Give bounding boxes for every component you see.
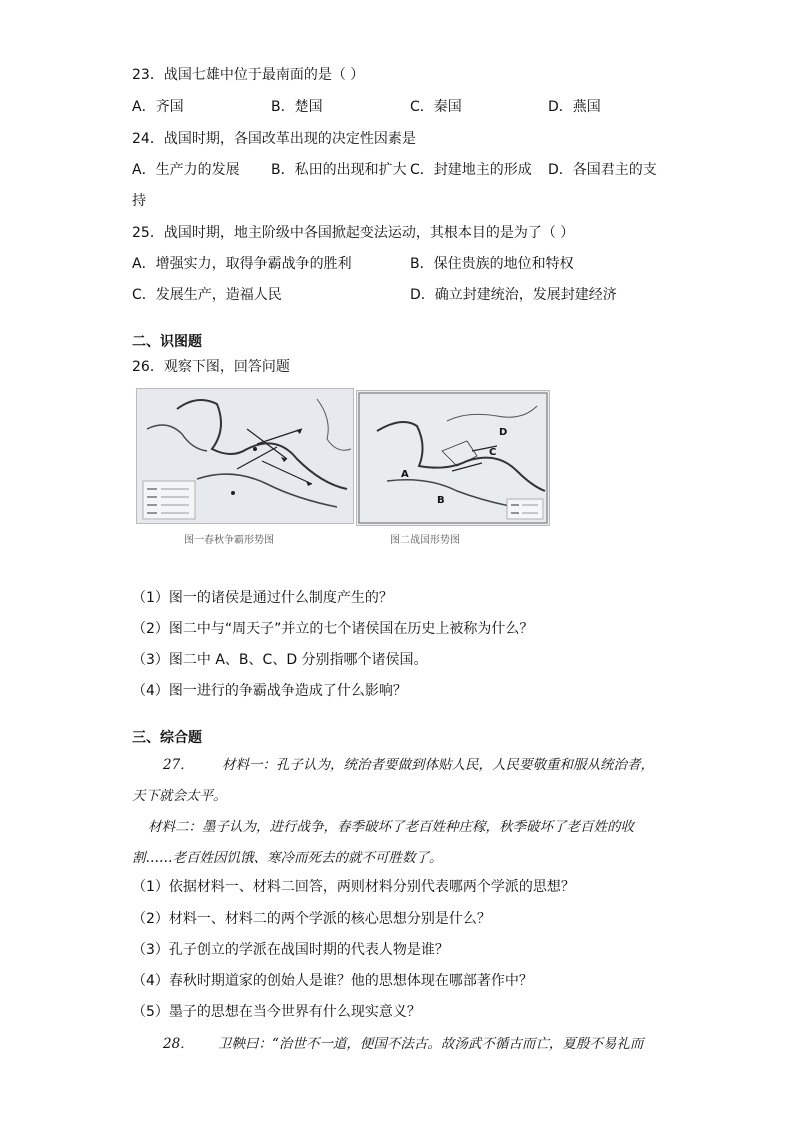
map-warring-states [356,390,550,526]
q24-option-d: D．各国君主的支 [548,162,657,178]
map1-caption: 图一春秋争霸形势图 [184,535,274,546]
q27-subquestion-4: （4）春秋时期道家的创始人是谁？他的思想体现在哪部著作中？ [132,973,533,989]
q24-option-a: A．生产力的发展 [132,162,240,178]
map2-label-d: D [499,427,508,438]
q25-option-a: A．增强实力，取得争霸战争的胜利 [132,256,352,272]
q27-number: 27． [163,757,194,773]
q26-subquestion-1: （1）图一的诸侯是通过什么制度产生的？ [132,590,393,606]
map2-label-a: A [401,469,409,480]
q27-subquestion-2: （2）材料一、材料二的两个学派的核心思想分别是什么？ [132,911,491,927]
q27-material2-line2: 割……老百姓因饥饿、寒冷而死去的就不可胜数了。 [132,850,443,866]
q25-option-c: C．发展生产，造福人民 [132,287,282,303]
q27-subquestion-3: （3）孔子创立的学派在战国时期的代表人物是谁？ [132,942,449,958]
q27-subquestion-5: （5）墨子的思想在当今世界有什么现实意义？ [132,1004,421,1020]
q27-material1-line2: 天下就会太平。 [132,788,227,804]
q25-option-b: B．保住贵族的地位和特权 [410,256,574,272]
map-spring-autumn-hegemony [136,388,354,524]
q23-option-d: D．燕国 [548,99,601,115]
map2-caption: 图二战国形势图 [390,535,460,546]
q24-option-b: B．私田的出现和扩大 [271,162,407,178]
q23-option-b: B．楚国 [271,99,323,115]
section-title-map-questions: 二、识图题 [132,334,202,350]
q24-option-c: C．封建地主的形成 [410,162,532,178]
q27-material2-line1: 材料二：墨子认为，进行战争，春季破坏了老百姓种庄稼，秋季破坏了老百姓的收 [148,819,634,835]
q27-subquestion-1: （1）依据材料一、材料二回答，两则材料分别代表哪两个学派的思想？ [132,879,575,895]
q23-option-a: A．齐国 [132,99,184,115]
q24-option-d-continuation: 持 [132,193,146,209]
q28-text: 卫鞅曰：“治世不一道，便国不法古。故汤武不循古而亡，夏殷不易礼而 [218,1036,644,1052]
section-title-comprehensive: 三、综合题 [132,730,202,746]
q24-stem: 24．战国时期，各国改革出现的决定性因素是 [132,131,416,147]
q26-stem: 26．观察下图，回答问题 [132,359,290,375]
q25-option-d: D．确立封建统治，发展封建经济 [410,287,617,303]
q27-material1-line1: 材料一：孔子认为，统治者要做到体贴人民，人民要敬重和服从统治者， [222,757,654,773]
q23-stem: 23．战国七雄中位于最南面的是（ ） [132,67,365,83]
q23-option-c: C．秦国 [410,99,462,115]
q28-number: 28． [163,1036,194,1052]
map2-label-c: C [489,447,497,458]
q26-subquestion-4: （4）图一进行的争霸战争造成了什么影响？ [132,683,407,699]
q26-subquestion-2: （2）图二中与“周天子”并立的七个诸侯国在历史上被称为什么？ [132,621,534,637]
q25-stem: 25．战国时期，地主阶级中各国掀起变法运动，其根本目的是为了（ ） [132,225,575,241]
q26-subquestion-3: （3）图二中 A、B、C、D 分别指哪个诸侯国。 [132,652,428,668]
map2-label-b: B [437,495,445,506]
